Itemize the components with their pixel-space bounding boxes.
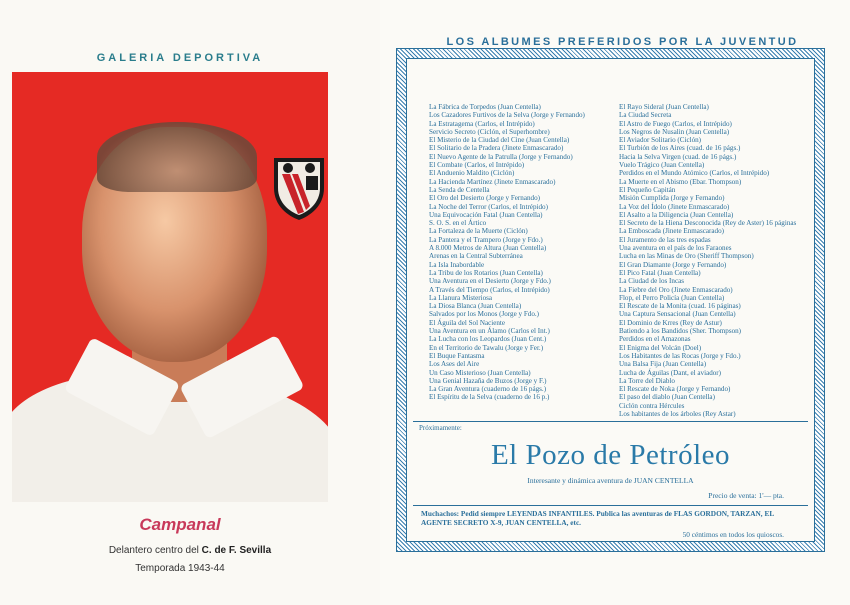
- title-entry: Una Balsa Fija (Juan Centella): [619, 360, 707, 369]
- title-entry: La Torre del Diablo: [619, 376, 675, 385]
- catalog-inner: [406, 58, 815, 542]
- title-entry: La Fiebre del Oro (Jinete Enmascarado): [619, 285, 733, 294]
- title-entry: La Ciudad Secreta: [619, 111, 672, 120]
- catalog-frame: [396, 48, 825, 552]
- title-entry: El Solitario de la Pradera (Jinete Enmascarado): [429, 144, 564, 153]
- upcoming-title: El Pozo de Petróleo: [490, 439, 731, 471]
- title-entry: La Lucha con los Leopardos (Juan Cent.): [429, 335, 547, 344]
- player-club: C. de F. Sevilla: [201, 545, 272, 556]
- title-entry: Una Aventura en un Álamo (Carlos el Int.): [429, 327, 550, 336]
- title-entry: La Fábrica de Torpedos (Juan Centella): [429, 103, 541, 111]
- title-entry: Una aventura en el país de los Faraones: [619, 244, 732, 253]
- title-entry: La Isla Inabordable: [429, 260, 485, 269]
- title-entry: Perdidos en el Mundo Atómico (Carlos, el Intrépido): [619, 169, 770, 178]
- title-entry: La Diosa Blanca (Juan Centella): [429, 302, 522, 311]
- title-entry: El Anduenio Maldito (Ciclón): [429, 169, 515, 178]
- title-entry: Una Equivocación Fatal (Juan Centella): [429, 210, 543, 219]
- footer-note: 50 céntimos en todos los quioscos.: [682, 530, 784, 539]
- title-entry: El Juramento de las tres espadas: [619, 235, 711, 244]
- title-entry: Una Captura Sensacional (Juan Centella): [619, 310, 736, 319]
- title-entry: Ciclón contra Hércules: [619, 401, 685, 410]
- title-entry: El Enigma del Volcán (Doel): [619, 343, 702, 352]
- title-entry: El paso del diablo (Juan Centella): [619, 393, 715, 402]
- title-entry: A 8.000 Metros de Altura (Juan Centella): [429, 244, 547, 253]
- gallery-header: GALERIA DEPORTIVA: [96, 52, 264, 64]
- title-entry: Los Cazadores Furtivos de la Selva (Jorge y Fernando): [429, 111, 585, 120]
- sevilla-crest-icon: [270, 154, 328, 222]
- title-entry: La Fortaleza de la Muerte (Ciclón): [429, 227, 528, 236]
- title-entry: El Pico Fatal (Juan Centella): [619, 268, 701, 277]
- title-entry: Vuelo Trágico (Juan Centella): [619, 161, 705, 170]
- title-entry: La Gran Aventura (cuaderno de 16 págs.): [429, 385, 547, 394]
- player-role: [0, 545, 380, 556]
- title-entry: Hacia la Selva Virgen (cuad. de 16 págs.): [619, 152, 737, 161]
- title-entry: El Oro del Desierto (Jorge y Fernando): [429, 194, 540, 203]
- title-entry: El Rescate de Noka (Jorge y Fernando): [619, 385, 731, 394]
- title-entry: En el Territorio de Tawalu (Jorge y Fer.): [429, 343, 544, 352]
- title-entry: El Rayo Sideral (Juan Centella): [619, 103, 709, 111]
- title-entry: La Voz del Ídolo (Jinete Enmascarado): [619, 202, 730, 211]
- title-entry: El Gran Diamante (Jorge y Fernando): [619, 260, 727, 269]
- title-entry: El Secreto de la Hiena Desconocida (Rey de Aster) 16 páginas: [619, 219, 797, 228]
- title-entry: Un Caso Misterioso (Juan Centella): [429, 368, 531, 377]
- title-entry: La Noche del Terror (Carlos, el Intrépido): [429, 202, 548, 211]
- title-entry: Los Ases del Aire: [429, 360, 480, 369]
- title-entry: La Estratagema (Carlos, el Intrépido): [429, 119, 535, 128]
- player-card: [0, 0, 380, 605]
- upcoming-description: Interesante y dinámica aventura de JUAN CENTELLA: [527, 476, 694, 485]
- title-entry: La Muerte en el Abismo (Ebar. Thompson): [619, 177, 742, 186]
- title-entry: Salvados por los Monos (Jorge y Fdo.): [429, 310, 540, 319]
- title-entry: El Buque Fantasma: [429, 351, 485, 360]
- title-entry: La Ciudad de los Incas: [619, 277, 685, 286]
- title-entry: El Aviador Solitario (Ciclón): [619, 136, 702, 145]
- title-entry: Los habitantes de los árboles (Rey Astar): [619, 409, 736, 418]
- title-entry: La Llanura Misteriosa: [429, 293, 493, 302]
- title-entry: Flop, el Perro Policía (Juan Centella): [619, 293, 725, 302]
- catalog-header: LOS ALBUMES PREFERIDOS POR LA JUVENTUD: [446, 36, 799, 48]
- title-entry: Una Genial Hazaña de Buzos (Jorge y F.): [429, 376, 547, 385]
- title-entry: Servicio Secreto (Ciclón, el Superhombre): [429, 127, 550, 136]
- title-entry: La Senda de Centella: [429, 185, 490, 194]
- footer-text: Muchachos: Pedid siempre LEYENDAS INFANTILES. Publica las aventuras de FLAS GORDON, TARZAN, EL AGENTE SECRETO X-9, JUAN CENTELLA, etc.: [421, 509, 774, 527]
- title-entry: A Través del Tiempo (Carlos, el Intrépido): [429, 285, 550, 294]
- divider: [413, 421, 808, 422]
- player-portrait: [12, 72, 328, 502]
- divider: [413, 505, 808, 506]
- title-entry: Lucha de Águilas (Dant, el aviador): [619, 368, 722, 377]
- title-entry: S. O. S. en el Ártico: [429, 219, 487, 228]
- title-entry: La Pantera y el Trampero (Jorge y Fdo.): [429, 235, 543, 244]
- title-entry: Lucha en las Minas de Oro (Sheriff Thompson): [619, 252, 754, 261]
- title-entry: Los Habitantes de las Rocas (Jorge y Fdo.): [619, 351, 741, 360]
- hair-shape: [97, 122, 257, 192]
- title-entry: El Astro de Fuego (Carlos, el Intrépido): [619, 119, 732, 128]
- title-entry: Los Negros de Nusalin (Juan Centella): [619, 127, 730, 136]
- title-entry: El Turbión de los Aires (cuad. de 16 págs.): [619, 144, 741, 153]
- title-entry: Misión Cumplida (Jorge y Fernando): [619, 194, 725, 203]
- title-entry: La Tribu de los Rotarios (Juan Centella): [429, 268, 543, 277]
- price: Precio de venta: 1'— pta.: [708, 491, 784, 500]
- title-entry: Una Aventura en el Desierto (Jorge y Fdo.): [429, 277, 551, 286]
- player-name: Campanal: [139, 515, 221, 534]
- title-entry: La Hacienda Martínez (Jinete Enmascarado): [429, 177, 556, 186]
- title-entry: El Misterio de la Ciudad del Cine (Juan Centella): [429, 136, 570, 145]
- title-entry: La Emboscada (Jinete Enmascarado): [619, 227, 724, 236]
- title-entry: El Águila del Sol Naciente: [429, 318, 506, 327]
- titles-column-right: [619, 103, 801, 418]
- title-entry: Batiendo a los Bandidos (Sher. Thompson): [619, 327, 742, 336]
- title-entry: El Asalto a la Diligencia (Juan Centella): [619, 210, 734, 219]
- titles-column-left: [429, 103, 613, 402]
- title-entry: El Dominio de Krres (Rey de Astur): [619, 318, 722, 327]
- title-entry: El Rescate de la Monita (cuad. 16 páginas): [619, 302, 741, 311]
- title-entry: El Nuevo Agente de la Patrulla (Jorge y Fernando): [429, 152, 573, 161]
- player-season: Temporada 1943-44: [135, 563, 225, 574]
- title-entry: Perdidos en el Amazonas: [619, 335, 691, 344]
- upcoming-label: Próximamente:: [419, 424, 462, 432]
- player-role-prefix: Delantero centro del: [108, 545, 202, 556]
- title-entry: El Espíritu de la Selva (cuaderno de 16 p.): [429, 393, 550, 402]
- title-entry: El Combate (Carlos, el Intrépido): [429, 161, 525, 170]
- title-entry: El Pequeño Capitán: [619, 185, 676, 194]
- title-entry: Arenas en la Central Subterránea: [429, 252, 523, 261]
